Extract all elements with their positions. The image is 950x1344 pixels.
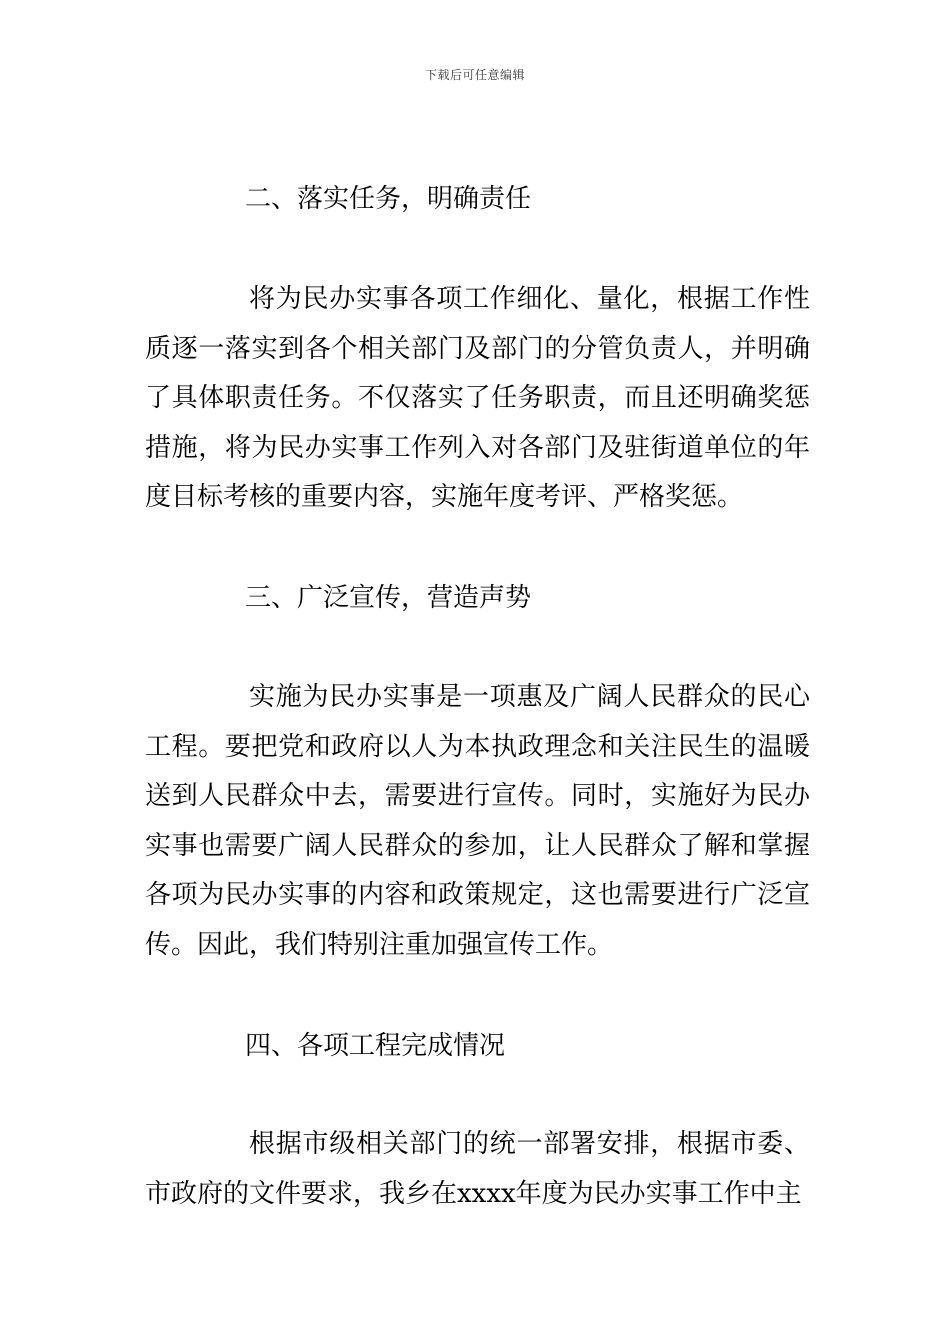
section-paragraph-3: 实施为民办实事是一项惠及广阔人民群众的民心工程。要把党和政府以人为本执政理念和关注民生的温暖送到人民群众中去，需要进行宣传。同时，实施好为民办实事也需要广阔人民群众的参加，让人民群众了解和掌握各项为民办实事的内容和政策规定，这也需要进行广泛宣传。因此，我们特别注重加强宣传工作。	[145, 682, 810, 960]
section-heading-2: 二、落实任务，明确责任	[245, 184, 532, 214]
section-heading-3: 三、广泛宣传，营造声势	[245, 583, 532, 613]
section-paragraph-2: 将为民办实事各项工作细化、量化，根据工作性质逐一落实到各个相关部门及部门的分管负责人，并明确了具体职责任务。不仅落实了任务职责，而且还明确奖惩措施，将为民办实事工作列入对各部门及驻街道单位的年度目标考核的重要内容，实施年度考评、严格奖惩。	[145, 284, 810, 512]
header-note: 下载后可任意编辑	[424, 68, 525, 82]
section-heading-4: 四、各项工程完成情况	[245, 1031, 506, 1061]
section-paragraph-4: 根据市级相关部门的统一部署安排，根据市委、市政府的文件要求，我乡在xxxx年度为民办实事工作中主	[145, 1129, 810, 1209]
